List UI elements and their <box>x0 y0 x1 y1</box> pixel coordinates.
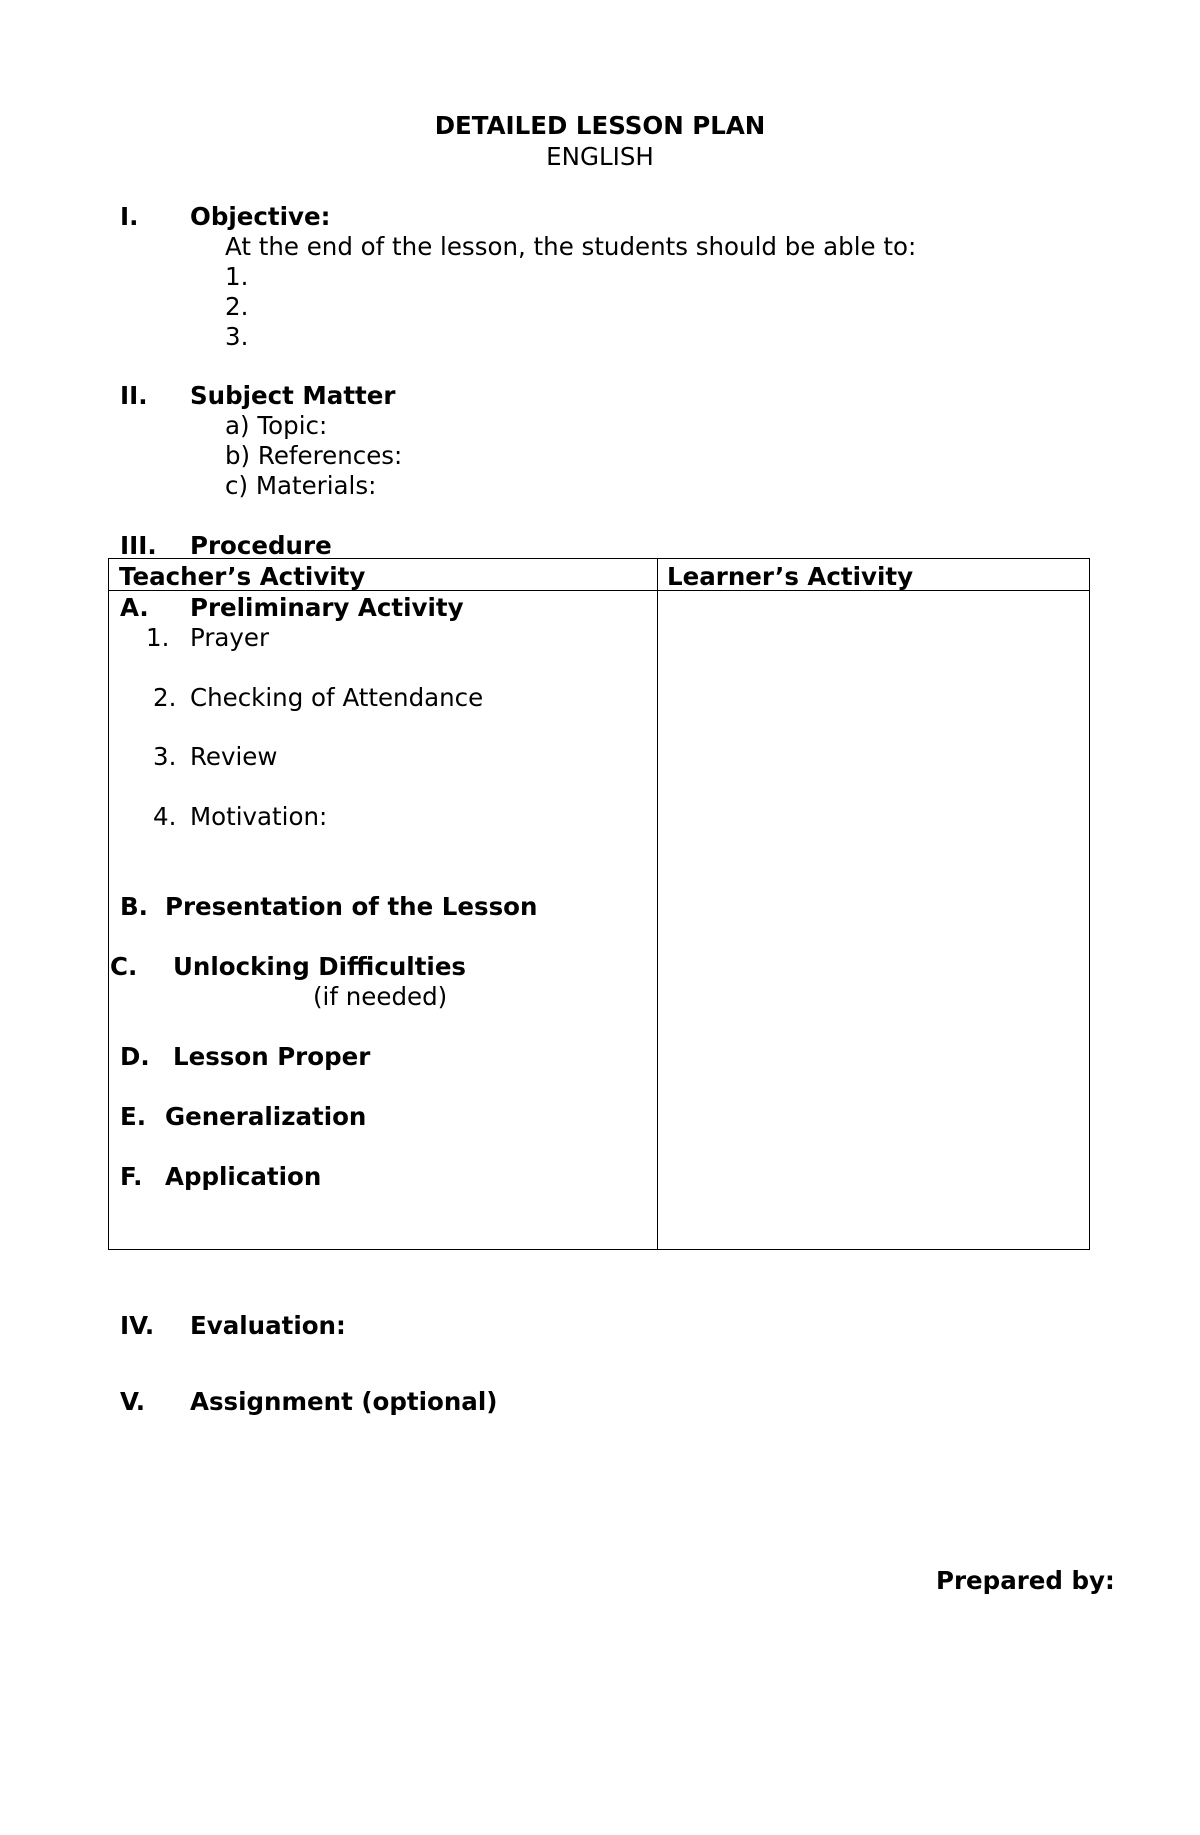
presentation-label: Presentation of the Lesson <box>165 892 538 921</box>
objective-intro: At the end of the lesson, the students should be able to: <box>225 232 917 261</box>
subject-matter-heading: Subject Matter <box>190 381 396 410</box>
assignment-numeral: V. <box>120 1387 146 1416</box>
attendance-num: 2. <box>153 683 177 712</box>
objective-item-2: 2. <box>225 292 249 321</box>
lesson-proper-letter: D. <box>120 1042 150 1071</box>
preliminary-label: Preliminary Activity <box>190 593 464 622</box>
unlocking-label: Unlocking Difficulties <box>173 952 467 981</box>
subject-matter-references: b) References: <box>225 441 403 470</box>
unlocking-note: (if needed) <box>313 982 448 1011</box>
motivation-label: Motivation: <box>190 802 328 831</box>
prayer-num: 1. <box>146 623 170 652</box>
procedure-numeral: III. <box>120 531 157 560</box>
teacher-activity-header: Teacher’s Activity <box>119 562 366 591</box>
unlocking-letter: C. <box>110 952 138 981</box>
review-num: 3. <box>153 742 177 771</box>
objective-item-1: 1. <box>225 262 249 291</box>
generalization-label: Generalization <box>165 1102 367 1131</box>
subject-matter-numeral: II. <box>120 381 148 410</box>
prepared-by-label: Prepared by: <box>936 1566 1115 1595</box>
objective-item-3: 3. <box>225 322 249 351</box>
lesson-proper-label: Lesson Proper <box>173 1042 371 1071</box>
subject-matter-materials: c) Materials: <box>225 471 377 500</box>
preliminary-letter: A. <box>120 593 149 622</box>
objective-numeral: I. <box>120 202 139 231</box>
prayer-label: Prayer <box>190 623 270 652</box>
table-column-divider <box>657 559 658 1249</box>
application-letter: F. <box>120 1162 143 1191</box>
assignment-heading: Assignment (optional) <box>190 1387 498 1416</box>
subject-matter-topic: a) Topic: <box>225 411 328 440</box>
motivation-num: 4. <box>153 802 177 831</box>
review-label: Review <box>190 742 278 771</box>
document-title: DETAILED LESSON PLAN <box>434 111 766 140</box>
generalization-letter: E. <box>120 1102 147 1131</box>
evaluation-numeral: IV. <box>120 1311 155 1340</box>
attendance-label: Checking of Attendance <box>190 683 484 712</box>
objective-heading: Objective: <box>190 202 331 231</box>
procedure-heading: Procedure <box>190 531 332 560</box>
application-label: Application <box>165 1162 322 1191</box>
document-subject: ENGLISH <box>546 142 654 171</box>
presentation-letter: B. <box>120 892 148 921</box>
learner-activity-header: Learner’s Activity <box>667 562 914 591</box>
evaluation-heading: Evaluation: <box>190 1311 346 1340</box>
